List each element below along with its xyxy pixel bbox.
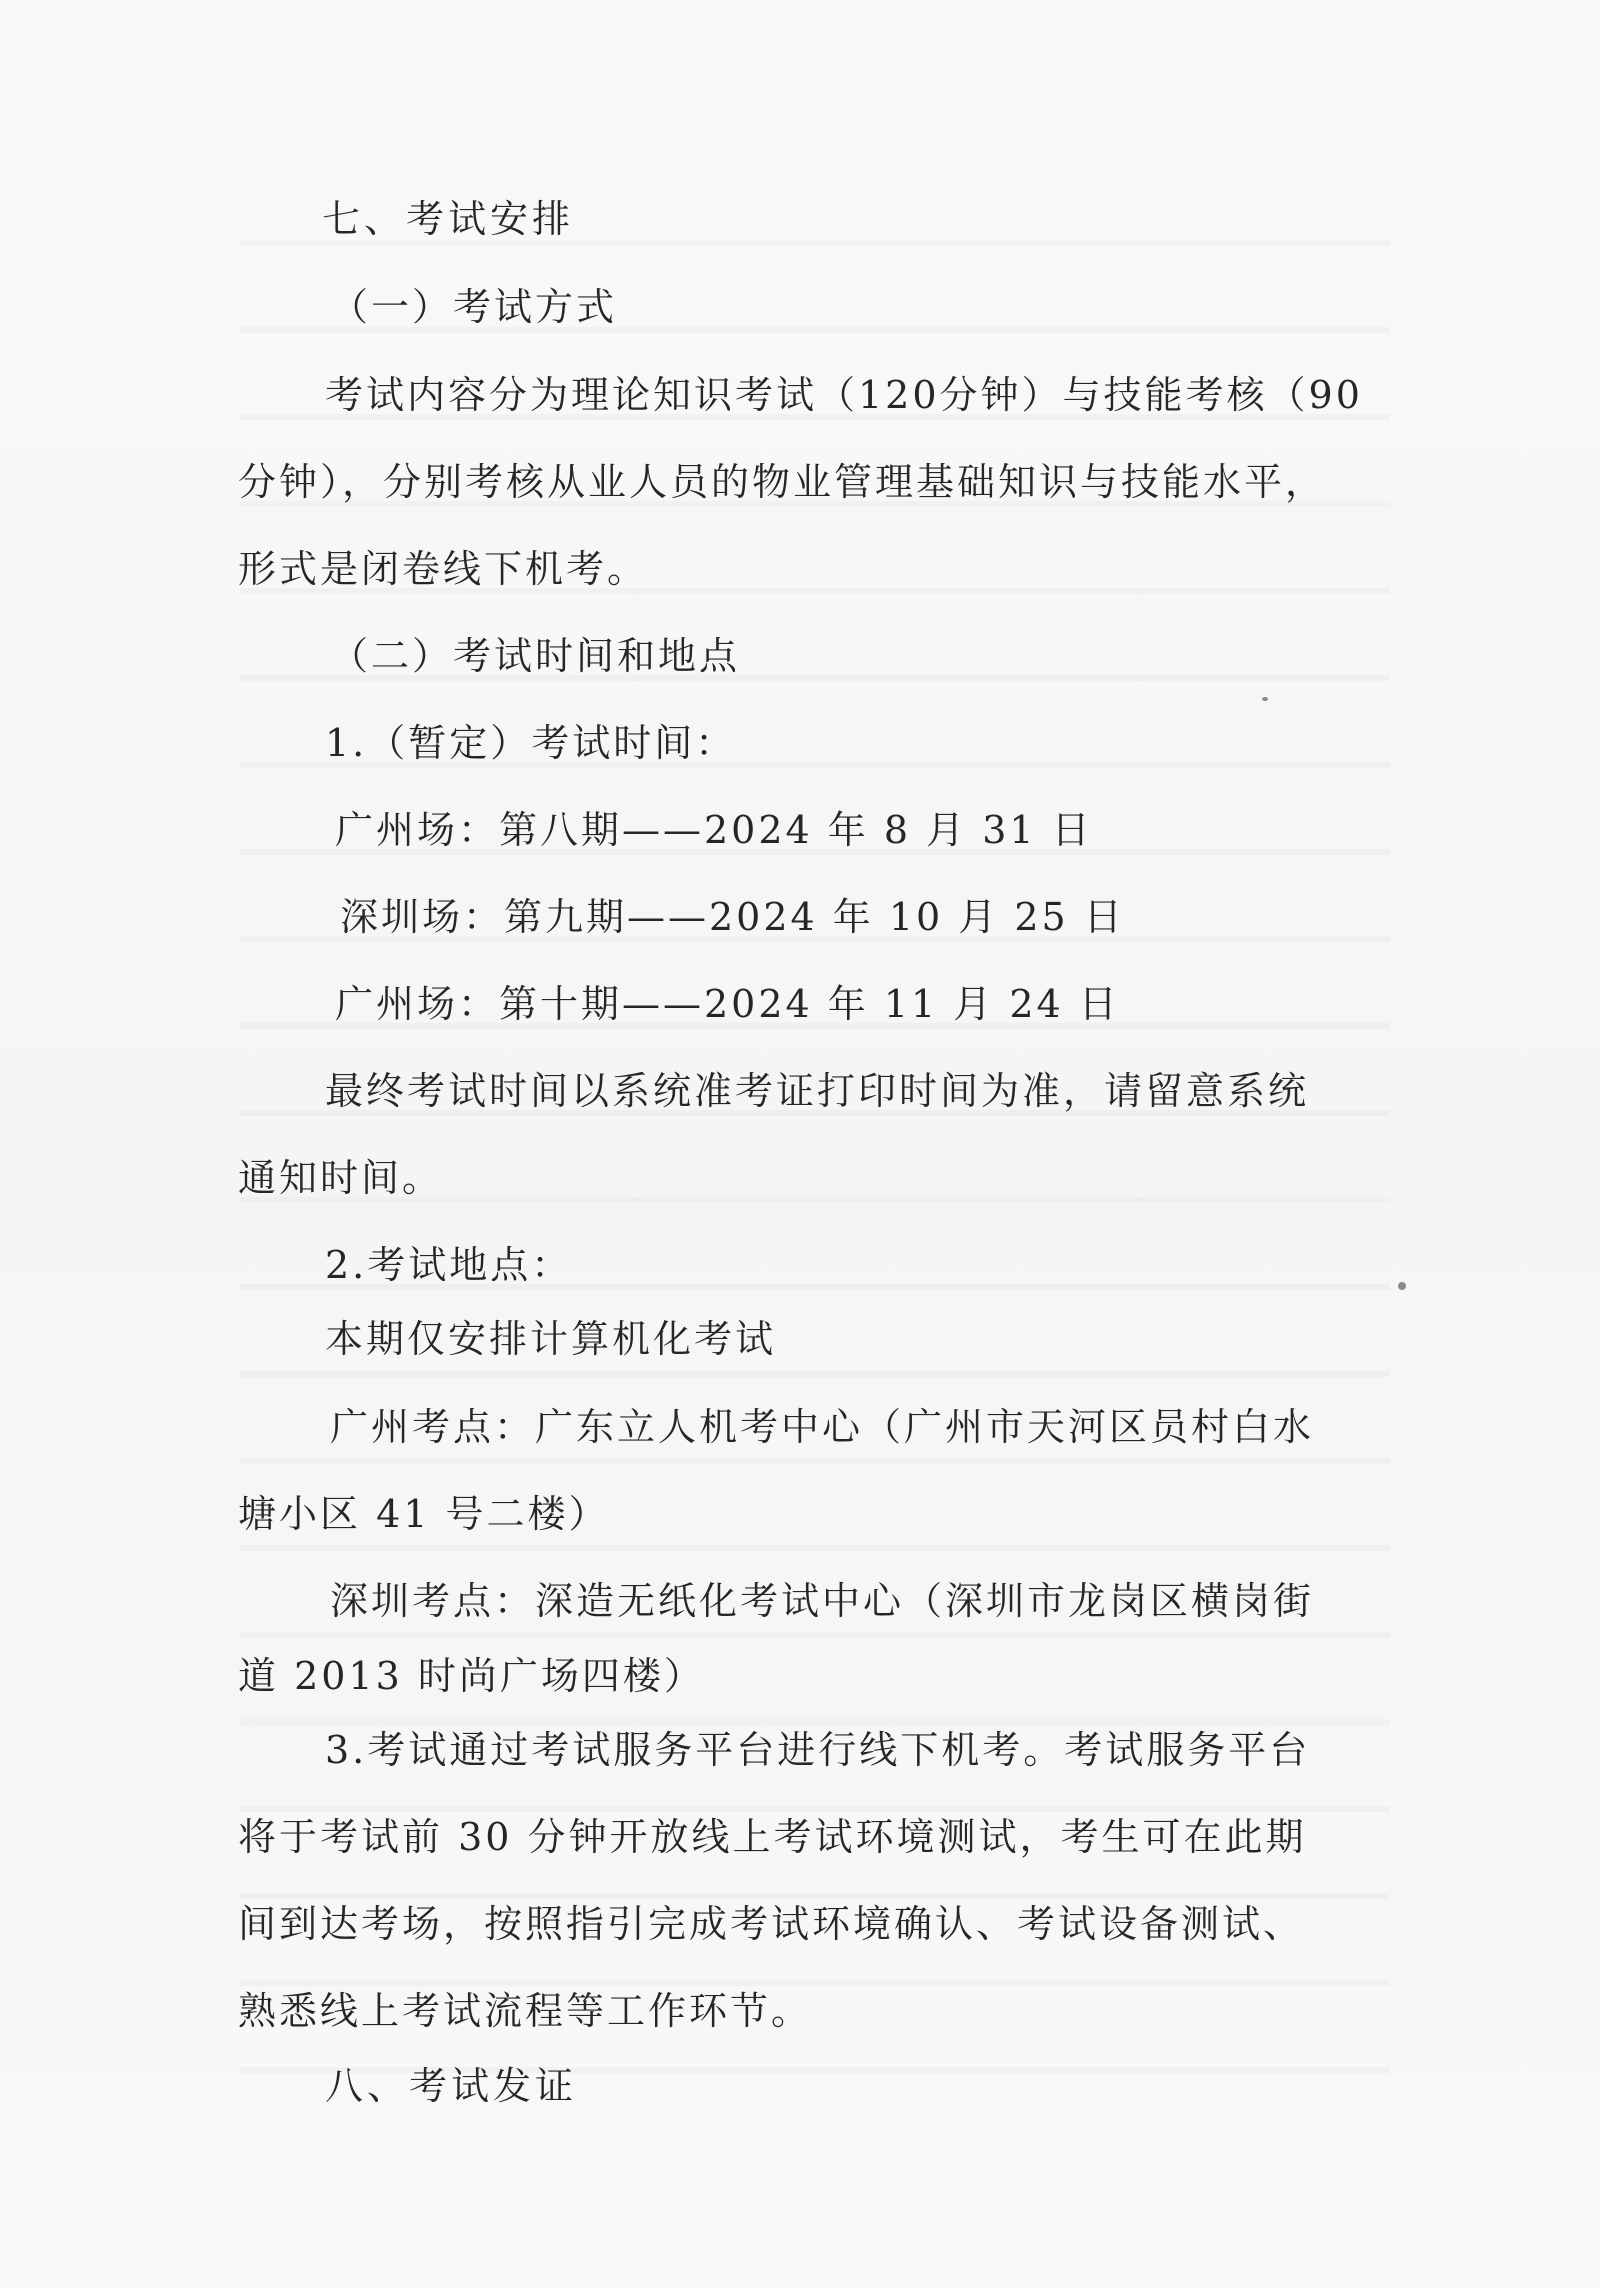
paragraph-line: 形式是闭卷线下机考。 [238, 547, 649, 591]
subsection-heading-exam-method: （一）考试方式 [330, 285, 618, 329]
scan-speck [1398, 1282, 1406, 1290]
paragraph-line: 分钟），分别考核从业人员的物业管理基础知识与技能水平， [238, 460, 1327, 504]
scan-speck [1262, 697, 1268, 701]
exam-date-guangzhou-8: 广州场：第八期——2024 年 8 月 31 日 [335, 808, 1093, 852]
section-heading-certificate: 八、考试发证 [325, 2064, 578, 2108]
exam-site-guangzhou: 广州考点：广东立人机考中心（广州市天河区员村白水 [330, 1405, 1315, 1449]
subsection-heading-time-place: （二）考试时间和地点 [330, 634, 741, 678]
exam-date-guangzhou-10: 广州场：第十期——2024 年 11 月 24 日 [335, 982, 1120, 1026]
paragraph-line: 最终考试时间以系统准考证打印时间为准，请留意系统 [325, 1069, 1310, 1113]
paragraph-line: 道 2013 时尚广场四楼） [238, 1654, 705, 1698]
paragraph-line: 将于考试前 30 分钟开放线上考试环境测试，考生可在此期 [238, 1815, 1307, 1859]
exam-date-shenzhen-9: 深圳场：第九期——2024 年 10 月 25 日 [340, 895, 1125, 939]
paragraph-line: 塘小区 41 号二楼） [238, 1492, 610, 1536]
paragraph-line: 熟悉线上考试流程等工作环节。 [238, 1989, 813, 2033]
paragraph-line: 通知时间。 [238, 1156, 444, 1200]
paragraph-line: 3.考试通过考试服务平台进行线下机考。考试服务平台 [325, 1728, 1311, 1772]
paragraph-line: 1.（暂定）考试时间： [325, 721, 737, 765]
paragraph-line: 考试内容分为理论知识考试（120分钟）与技能考核（90 [325, 373, 1363, 417]
paragraph-line: 间到达考场，按照指引完成考试环境确认、考试设备测试、 [238, 1902, 1305, 1946]
section-heading-exam-arrangement: 七、考试安排 [322, 197, 575, 241]
exam-site-shenzhen: 深圳考点：深造无纸化考试中心（深圳市龙岗区横岗街 [330, 1579, 1315, 1623]
paragraph-line: 2.考试地点： [325, 1243, 573, 1287]
paragraph-line: 本期仅安排计算机化考试 [325, 1317, 777, 1361]
